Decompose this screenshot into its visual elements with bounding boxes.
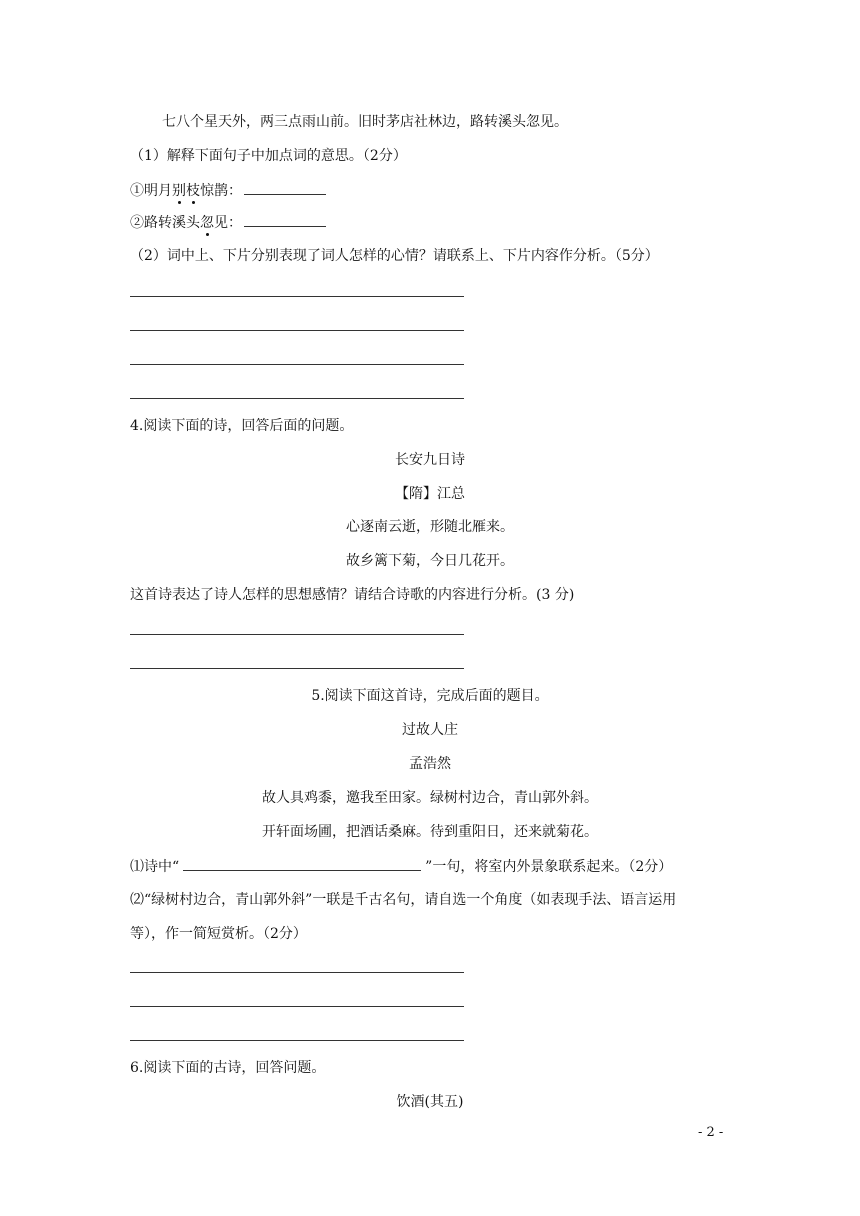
poem-tail-line: 七八个星天外，两三点雨山前。旧时茅店社林边，路转溪头忽见。: [162, 114, 568, 130]
q5-sub1-after: ”一句，将室内外景象联系起来。（2分）: [425, 859, 673, 875]
answer-line[interactable]: [130, 972, 464, 973]
q3-item1: [130, 180, 326, 201]
q5-poem-author: 孟浩然: [409, 756, 451, 772]
page-number: - 2 -: [698, 1125, 724, 1140]
q3-item1-before: ①明月: [130, 183, 172, 199]
answer-line[interactable]: [130, 296, 464, 297]
answer-blank[interactable]: [183, 856, 421, 871]
answer-line[interactable]: [130, 668, 464, 669]
answer-line[interactable]: [130, 364, 464, 365]
q3-item2-before: ②路转溪头: [130, 215, 200, 231]
q3-item1-after: 惊鹊：: [200, 183, 242, 199]
dotted-char: 忽: [200, 215, 214, 231]
q5-sub1: [130, 856, 672, 877]
q4-poem-author: 【隋】江总: [395, 486, 465, 502]
q4-heading: 4.阅读下面的诗，回答后面的问题。: [130, 418, 354, 434]
answer-blank[interactable]: [244, 212, 326, 227]
q3-item2: [130, 212, 326, 233]
answer-line[interactable]: [130, 634, 464, 635]
q5-poem-line1: 故人具鸡黍，邀我至田家。绿树村边合，青山郭外斜。: [262, 790, 598, 806]
q5-poem-line2: 开轩面场圃，把酒话桑麻。待到重阳日，还来就菊花。: [262, 824, 598, 840]
q4-poem-line1: 心逐南云逝，形随北雁来。: [346, 519, 514, 535]
q5-poem-title: 过故人庄: [402, 722, 458, 738]
q3-item2-after: 见：: [214, 215, 242, 231]
q3-sub2-prompt: （2）词中上、下片分别表现了词人怎样的心情？请联系上、下片内容作分析。（5分）: [130, 248, 659, 264]
answer-line[interactable]: [130, 1040, 464, 1041]
q4-poem-line2: 故乡篱下菊，今日几花开。: [346, 553, 514, 569]
answer-line[interactable]: [130, 1006, 464, 1007]
answer-line[interactable]: [130, 330, 464, 331]
q5-sub2-line1: ⑵“绿树村边合，青山郭外斜”一联是千古名句，请自选一个角度（如表现手法、语言运用: [130, 892, 677, 908]
q5-sub2-line2: 等），作一简短赏析。（2分）: [130, 926, 307, 942]
dotted-char: 别: [172, 183, 186, 199]
dotted-char: 枝: [186, 183, 200, 199]
answer-blank[interactable]: [244, 180, 326, 195]
q5-sub1-before: ⑴诗中“: [130, 859, 180, 875]
q5-heading: 5.阅读下面这首诗，完成后面的题目。: [311, 688, 549, 704]
answer-line[interactable]: [130, 398, 464, 399]
q6-heading: 6.阅读下面的古诗，回答问题。: [130, 1060, 326, 1076]
q4-poem-title: 长安九日诗: [395, 452, 465, 468]
q4-question: 这首诗表达了诗人怎样的思想感情？请结合诗歌的内容进行分析。(3 分): [130, 587, 575, 603]
q3-sub1-prompt: （1）解释下面句子中加点词的意思。（2分）: [130, 148, 407, 164]
q6-poem-title: 饮酒(其五): [396, 1094, 464, 1110]
